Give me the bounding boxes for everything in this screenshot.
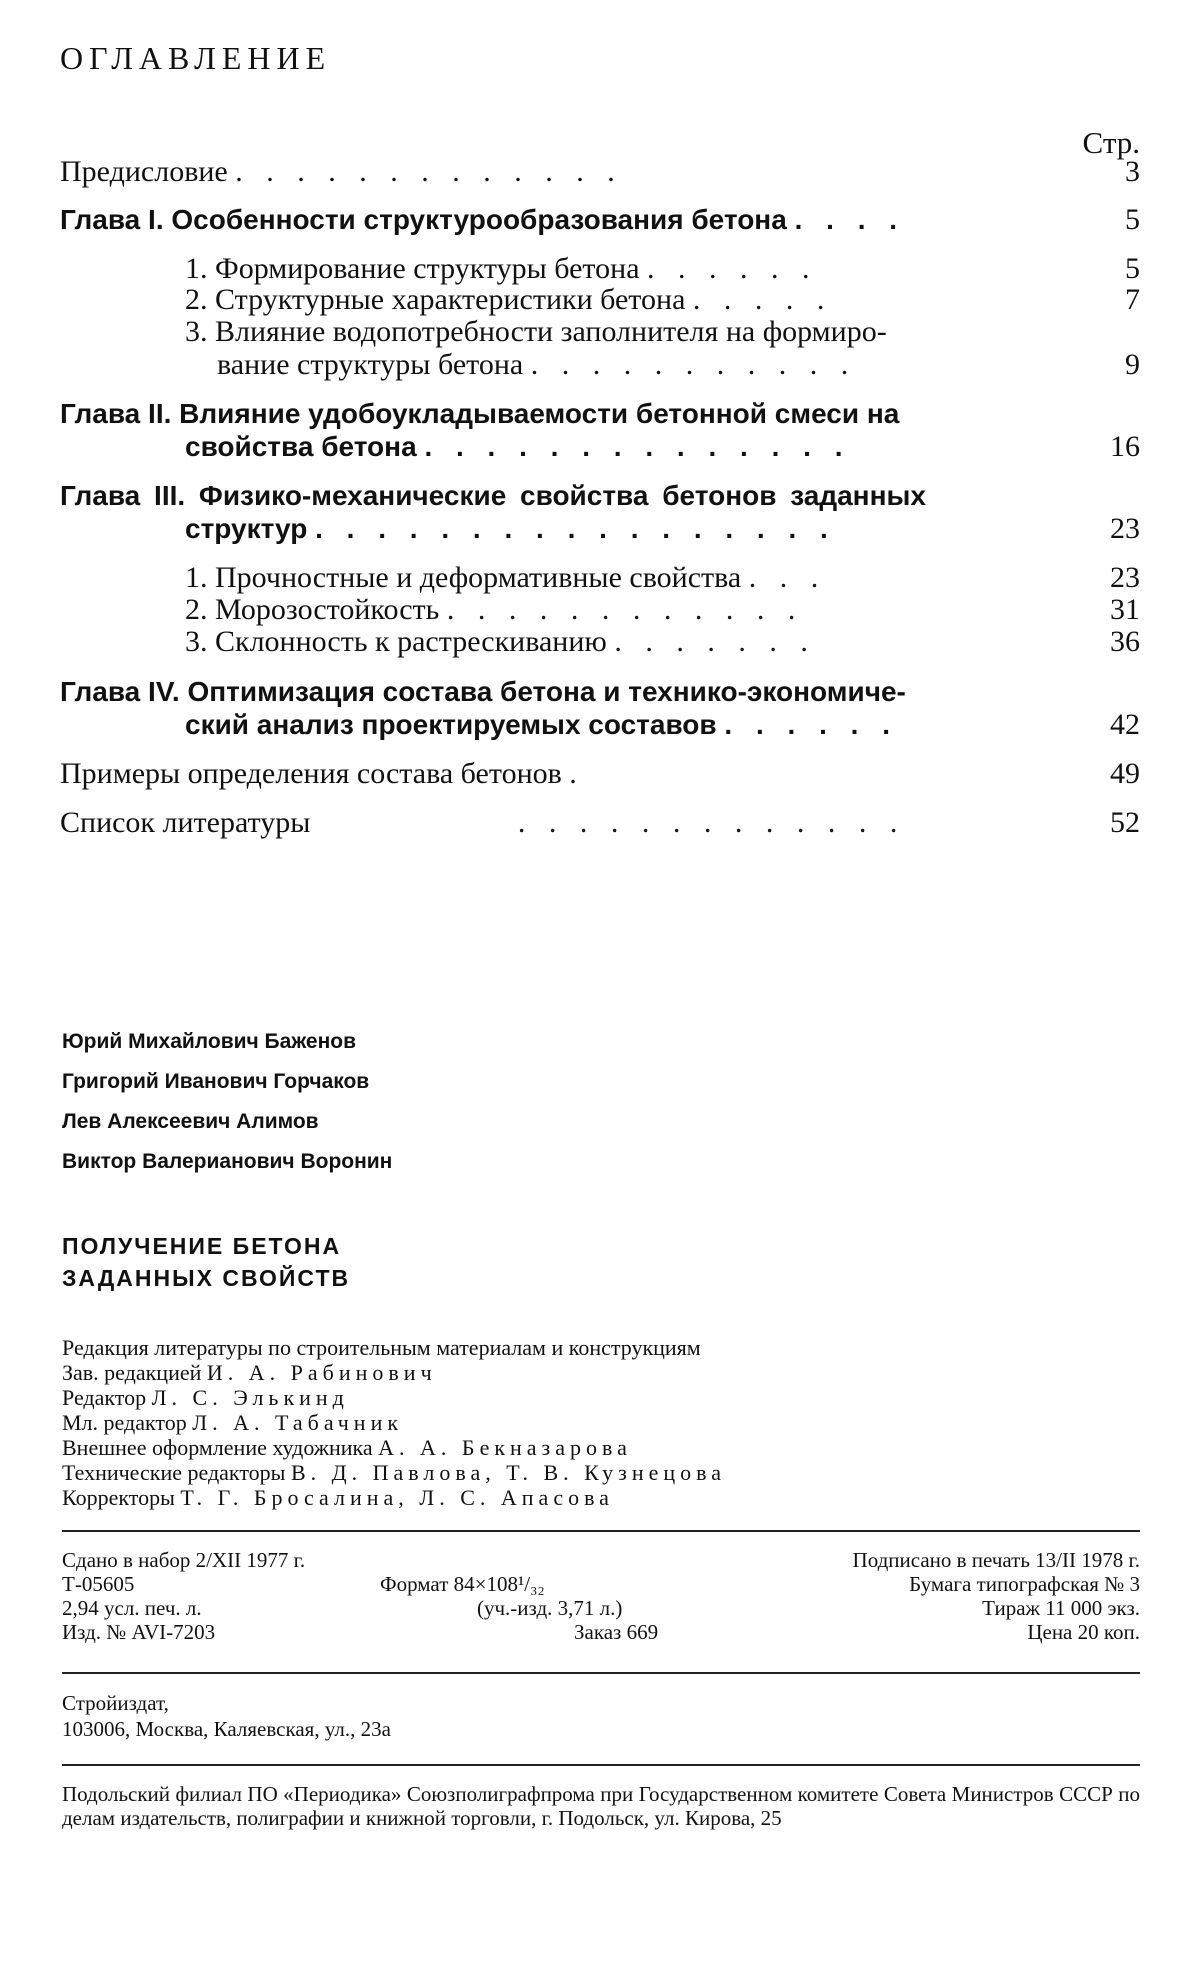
authors-list [62, 1030, 392, 1190]
toc-entry-references[interactable]: Список литературы . . . . . . . . . . . . . 52 [60, 806, 1140, 839]
editorial-credits: Редакция литературы по строительным материалам и конструкциям Зав. редакцией И. А. Рабинович Редактор Л. С. Элькинд Мл. редактор Л. А. Табачник Внешнее оформление художника А. А. Бекназарова Технические редакторы В. Д. Павлова, Т. В. Кузнецова Корректоры Т. Г. Бросалина, Л. С. Апасова [62, 1335, 727, 1510]
toc-page-number: 31 [1110, 593, 1140, 626]
toc-entry-title: Глава IV. Оптимизация состава бетона и технико-экономиче- [60, 676, 906, 707]
page-heading: ОГЛАВЛЕНИЕ [60, 40, 332, 76]
toc-page-number: 16 [1110, 430, 1140, 463]
toc-entry-title: Список литературы [60, 806, 311, 839]
toc-page-number: 7 [1125, 283, 1140, 316]
toc-entry-chapter-1[interactable]: Глава I. Особенности структурообразования бетона . . . . 5 [60, 203, 1140, 236]
toc-page-number: 23 [1110, 561, 1140, 594]
toc-entry-title: 3. Влияние водопотребности заполнителя на формиро- [185, 315, 887, 348]
toc-entry-title: 1. Формирование структуры бетона [185, 252, 640, 285]
toc-entry-title: 1. Прочностные и деформативные свойства [185, 561, 742, 594]
toc-entry-title: Предисловие [60, 155, 228, 188]
toc-entry-title-cont: вание структуры бетона [217, 348, 524, 381]
toc-entry-title: Примеры определения состава бетонов [60, 757, 562, 790]
toc-page-number: 5 [1125, 252, 1140, 285]
divider-line [62, 1764, 1140, 1766]
toc-entry-title: 3. Склонность к растрескиванию [185, 625, 607, 658]
toc-entry-1-2[interactable]: 2. Структурные характеристики бетона . . . . . 7 [185, 283, 1140, 316]
toc-entry-title-cont: свойства бетона [185, 431, 417, 462]
publisher-address: Стройиздат, 103006, Москва, Каляевская, ул., 23а [62, 1691, 391, 1741]
toc-page-number: 9 [1125, 348, 1140, 381]
toc-entry-1-3[interactable]: 3. Влияние водопотребности заполнителя на формиро- вание структуры бетона . . . . . . . . . . . 9 [185, 315, 1140, 381]
toc-entry-chapter-3[interactable]: Глава III. Физико-механические свойства бетонов заданных структур . . . . . . . . . . . . . . . . . 23 [60, 480, 1140, 545]
toc-entry-preface[interactable]: Предисловие . . . . . . . . . . . . . 3 [60, 155, 1140, 188]
divider-line [62, 1530, 1140, 1532]
toc-entry-3-2[interactable]: 2. Морозостойкость . . . . . . . . . . . . 31 [185, 593, 1140, 626]
toc-entry-title: 2. Морозостойкость [185, 593, 440, 626]
toc-page-number: 23 [1110, 512, 1140, 545]
author-name: Лев Алексеевич Алимов [62, 1110, 319, 1133]
toc-page-number: 5 [1125, 203, 1140, 236]
author-name: Виктор Валерианович Воронин [62, 1150, 393, 1173]
toc-page-number: 42 [1110, 708, 1140, 741]
toc-entry-chapter-2[interactable]: Глава II. Влияние удобоукладываемости бетонной смеси на свойства бетона . . . . . . . . . . . . . . 16 [60, 398, 1140, 463]
divider-line [62, 1672, 1140, 1674]
toc-entry-title: Глава III. Физико-механические свойства бетонов заданных [60, 480, 926, 511]
toc-entry-chapter-4[interactable]: Глава IV. Оптимизация состава бетона и технико-экономиче- ский анализ проектируемых составов . . . . . . 42 [60, 676, 1140, 741]
toc-entry-examples[interactable]: Примеры определения состава бетонов . 49 [60, 757, 1140, 790]
toc-entry-3-1[interactable]: 1. Прочностные и деформативные свойства . . . 23 [185, 561, 1140, 594]
toc-page-number: 36 [1110, 625, 1140, 658]
book-title: ПОЛУЧЕНИЕ БЕТОНА ЗАДАННЫХ СВОЙСТВ [62, 1233, 351, 1291]
toc-entry-1-1[interactable]: 1. Формирование структуры бетона . . . . . . 5 [185, 252, 1140, 285]
toc-entry-title: Глава I. Особенности структурообразования бетона [60, 204, 787, 235]
printer-info: Подольский филиал ПО «Периодика» Союзполиграфпрома при Государственном комитете Совета Министров СССР по делам издательств, полиграфии и книжной торговли, г. Подольск, ул. Кирова, 25 [62, 1782, 1140, 1830]
toc-entry-title: Глава II. Влияние удобоукладываемости бетонной смеси на [60, 398, 900, 429]
author-name: Григорий Иванович Горчаков [62, 1070, 370, 1093]
toc-page-number: 49 [1110, 757, 1140, 790]
toc-entry-title-cont: ский анализ проектируемых составов [185, 709, 717, 740]
author-name: Юрий Михайлович Баженов [62, 1030, 357, 1053]
page-column-label: Стр. [1082, 125, 1140, 160]
toc-entry-3-3[interactable]: 3. Склонность к растрескиванию . . . . . . . 36 [185, 625, 1140, 658]
toc-entry-title: 2. Структурные характеристики бетона [185, 283, 686, 316]
toc-page-number: 3 [1125, 155, 1140, 188]
toc-entry-title-cont: структур [185, 513, 308, 544]
toc-page-number: 52 [1110, 806, 1140, 839]
print-imprint: Сдано в набор 2/XII 1977 г. Подписано в печать 13/II 1978 г. Т-05605 Формат 84×108¹/₃₂ Бумага типографская № 3 2,94 усл. печ. л. (уч.-изд. 3,71 л.) Тираж 11 000 экз. Изд. № AVI-7203 Заказ 669 Цена 20 коп. [62, 1548, 1140, 1644]
